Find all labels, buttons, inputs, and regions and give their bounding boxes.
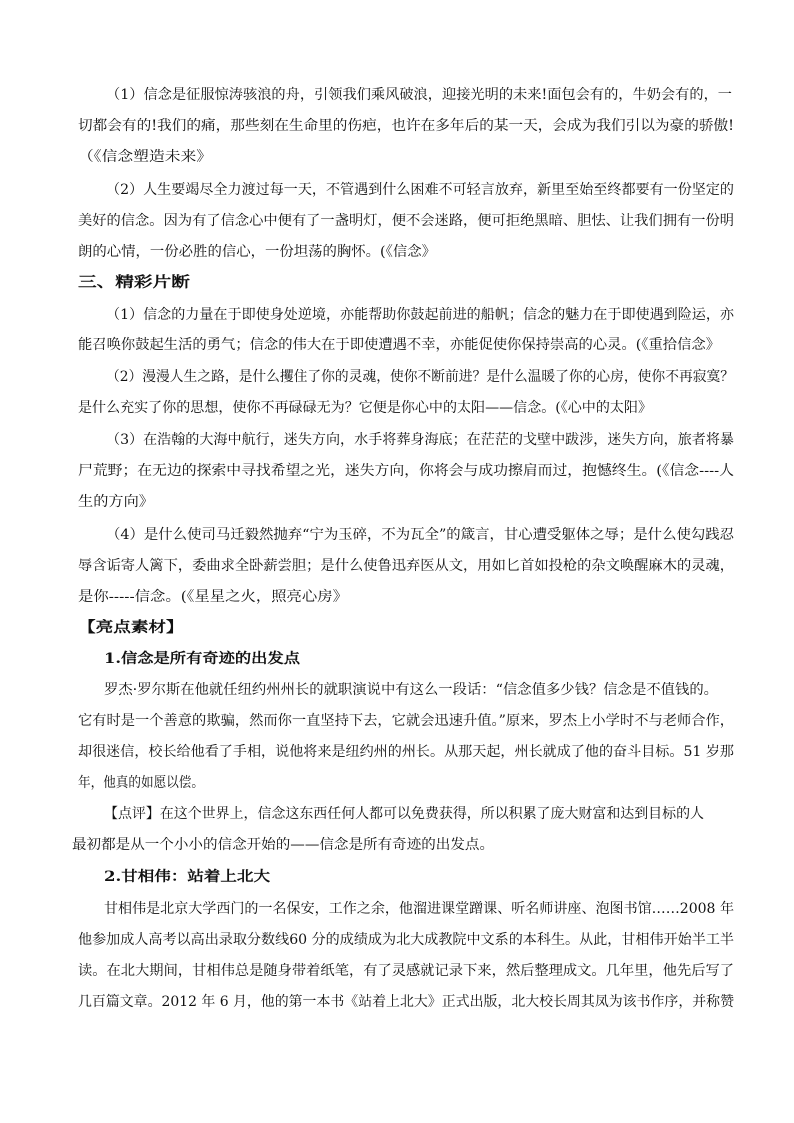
text-line: 几百篇文章。2012 年 6 月，他的第一本书《站着上北大》正式出版，北大校长周其凤为该书作序，并称赞 [78, 994, 734, 1010]
text-line: 【点评】在这个世界上，信念这东西任何人都可以免费获得，所以积累了庞大财富和达到目标的人 [104, 806, 704, 822]
text-line: 是你-----信念。(《星星之火，照亮心房》 [78, 589, 348, 605]
text-line: 它有时是一个善意的欺骗，然而你一直坚持下去，它就会迅速升值。”原来，罗杰上小学时不与老师合作， [78, 713, 734, 729]
text-line: 罗杰·罗尔斯在他就任纽约州州长的就职演说中有这么一段话：“信念值多少钱？信念是不值钱的。 [104, 682, 718, 698]
text-line: 他参加成人高考以高出录取分数线60 分的成绩成为北大成教院中文系的本科生。从此，甘相伟开始半工半 [78, 932, 734, 948]
text-line: （2）漫漫人生之路，是什么攫住了你的灵魂，使你不断前进？是什么温暖了你的心房，使你不再寂寞？ [106, 369, 734, 385]
text-line: （2）人生要竭尽全力渡过每一天，不管遇到什么困难不可轻言放弃，新里至始至终都要有一份坚定的 [106, 182, 734, 198]
text-line: （1）信念是征服惊涛骇浪的舟，引领我们乘风破浪，迎接光明的未来!面包会有的，牛奶会有的，一 [106, 87, 732, 103]
text-line: 三、精彩片断 [78, 275, 190, 291]
text-line: （《信念塑造未来》 [78, 149, 212, 165]
text-line: （3）在浩翰的大海中航行，迷失方向，水手将葬身海底；在茫茫的戈壁中跋涉，迷失方向，旅者将暴 [106, 432, 734, 448]
text-line: 最初都是从一个小小的信念开始的——信念是所有奇迹的出发点。 [72, 837, 495, 853]
text-line: 尸荒野；在无边的探索中寻找希望之光，迷失方向，你将会与成功擦肩而过，抱憾终生。(《信念----人 [78, 463, 734, 479]
text-line: 甘相伟是北京大学西门的一名保安，工作之余，他溜进课堂蹭课、听名师讲座、泡图书馆……2008 年 [104, 901, 735, 917]
text-line: 读。在北大期间，甘相伟总是随身带着纸笔，有了灵感就记录下来，然后整理成文。几年里，他先后写了 [78, 963, 734, 979]
text-line: 年，他真的如愿以偿。 [78, 775, 204, 791]
text-line: 辱含诟寄人篱下，委曲求全卧薪尝胆；是什么使鲁迅弃医从文，用如匕首如投枪的杂文唤醒麻木的灵魂， [78, 558, 734, 574]
text-line: 能召唤你鼓起生活的勇气；信念的伟大在于即使遭遇不幸，亦能促使你保持崇高的心灵。(《重拾信念》 [78, 337, 720, 353]
text-line: 【亮点素材】 [78, 620, 184, 636]
text-line: 美好的信念。因为有了信念心中便有了一盏明灯，便不会迷路，便可拒绝黑暗、胆怯、让我们拥有一份明 [78, 213, 734, 229]
text-line: 生的方向》 [78, 494, 154, 510]
text-line: 1.信念是所有奇迹的出发点 [104, 651, 300, 667]
text-line: 却很迷信，校长给他看了手相，说他将来是纽约州的州长。从那天起，州长就成了他的奋斗目标。51 岁那 [78, 744, 734, 760]
text-line: （4）是什么使司马迁毅然抛弃“宁为玉碎，不为瓦全”的箴言，甘心遭受躯体之辱；是什么使勾践忍 [106, 527, 734, 543]
text-line: 切都会有的!我们的痛，那些刻在生命里的伤疤，也许在多年后的某一天，会成为我们引以为豪的骄傲! [78, 118, 734, 134]
text-line: （1）信念的力量在于即使身处逆境，亦能帮助你鼓起前进的船帆；信念的魅力在于即使遇到险运，亦 [106, 307, 734, 323]
text-line: 朗的心情，一份必胜的信心，一份坦荡的胸怀。(《信念》 [78, 244, 437, 260]
text-line: 是什么充实了你的思想，使你不再碌碌无为？它便是你心中的太阳——信念。(《心中的太阳》 [78, 400, 652, 416]
text-line: 2.甘相伟：站着上北大 [104, 869, 270, 885]
